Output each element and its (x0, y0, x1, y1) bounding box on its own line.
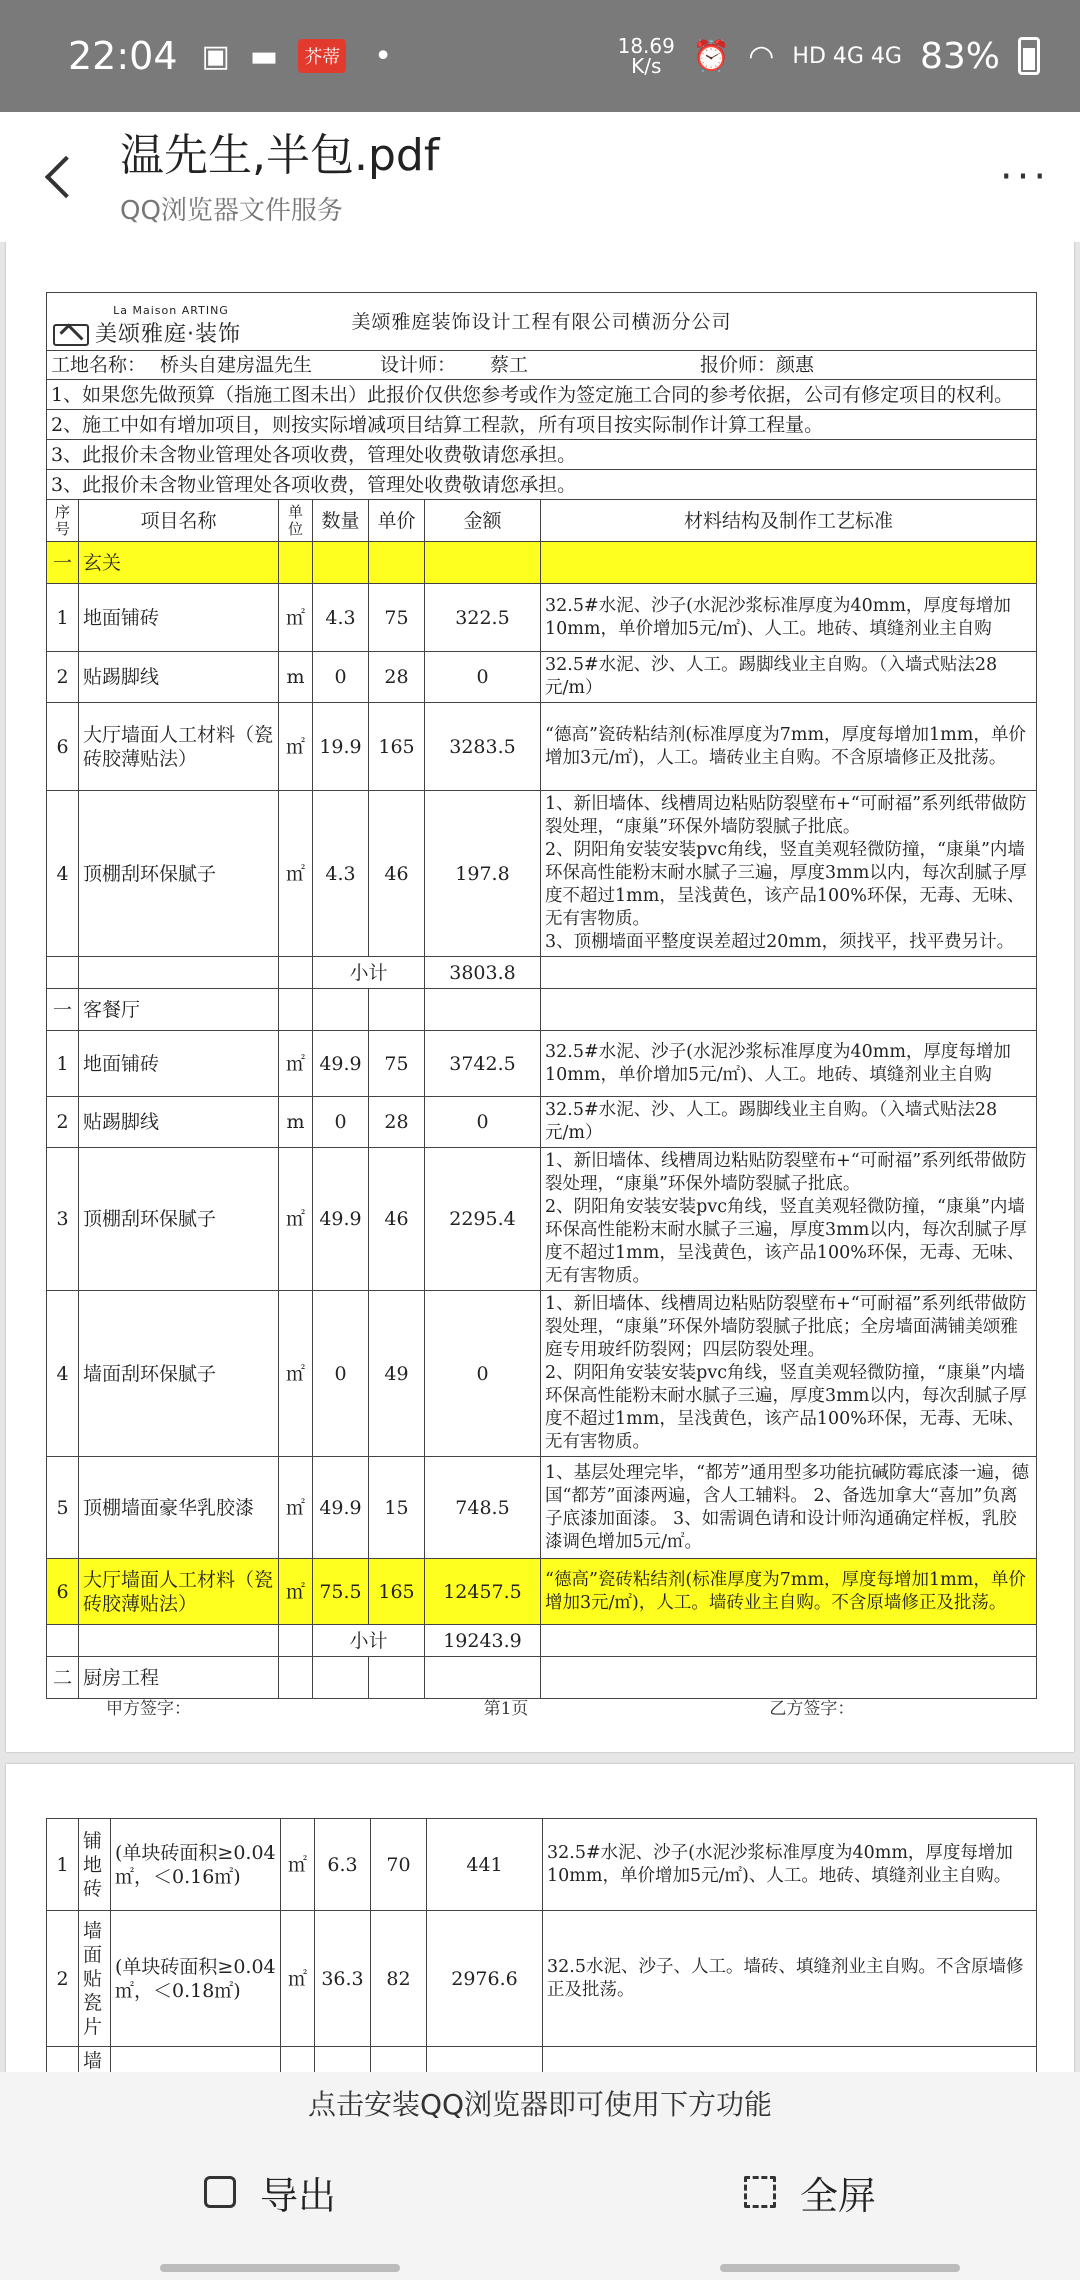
empty-cell (425, 542, 541, 584)
company-logo: La Maison ARTING 美颂雅庭·装饰 (53, 299, 243, 345)
quoter-name: 颜惠 (776, 354, 815, 376)
pdf-page-2 (6, 1764, 1074, 2072)
pdf-viewer[interactable] (0, 242, 1080, 2072)
empty-cell (279, 989, 313, 1031)
note-line: 3、此报价未含物业管理处各项收费，管理处收费敬请您承担。 (47, 470, 1037, 500)
item-amount: 748.5 (425, 1457, 541, 1559)
empty-cell (541, 542, 1037, 584)
row-number: 1 (47, 584, 79, 652)
item-price: 46 (369, 791, 425, 957)
dot-icon: • (374, 38, 392, 74)
table-row (47, 584, 1037, 652)
row-number: 2 (47, 1911, 79, 2047)
row-number: 5 (47, 1457, 79, 1559)
site-name: 桥头自建房温先生 (160, 354, 313, 376)
quote-table-page2 (46, 1818, 1037, 2072)
item-price: 49 (369, 1291, 425, 1457)
subtotal-row (47, 957, 1037, 989)
fullscreen-button[interactable]: 全屏 (540, 2165, 1080, 2220)
app-badge: 芥蒂 (298, 39, 346, 73)
item-unit: ㎡ (279, 1559, 313, 1625)
battery-icon (1018, 37, 1040, 75)
back-button[interactable] (0, 112, 120, 242)
install-hint: 点击安装QQ浏览器即可使用下方功能 (307, 2088, 773, 2121)
item-description: “德高”瓷砖粘结剂(标准厚度为7mm，厚度每增加1mm，单价增加3元/㎡)，人工。墙砖业主自购。不含原墙修正及批荡。 (541, 1559, 1037, 1625)
item-name: 墙面刮环保腻子 (79, 1291, 279, 1457)
item-name: 大厅墙面人工材料（瓷砖胶薄贴法） (79, 703, 279, 791)
item-quantity: 49.9 (313, 1457, 369, 1559)
item-price: 165 (369, 1559, 425, 1625)
company-header (47, 293, 1037, 351)
section-number: 一 (47, 989, 79, 1031)
project-info: 工地名称： 桥头自建房温先生 设计师： 蔡工 报价师：颜惠 (47, 351, 1037, 380)
table-row (47, 791, 1037, 957)
alarm-icon: ⏰ (692, 38, 731, 74)
item-description: 32.5#水泥、沙子(水泥沙浆标准厚度为40mm，厚度每增加10mm，单价增加5元/㎡)、人工。地砖、填缝剂业主自购 (541, 584, 1037, 652)
item-amount (427, 2047, 543, 2073)
note-line: 3、此报价未含物业管理处各项收费，管理处收费敬请您承担。 (47, 440, 1037, 470)
item-description: 32.5#水泥、沙、人工。踢脚线业主自购。（入墙式贴法28元/m） (541, 1097, 1037, 1148)
page-footer (46, 1694, 1036, 1719)
item-amount: 2976.6 (427, 1911, 543, 2047)
gallery-icon: ▣ (201, 38, 230, 74)
note-line: 2、施工中如有增加项目，则按实际增减项目结算工程款，所有项目按实际制作计算工程量。 (47, 410, 1037, 440)
item-amount: 12457.5 (425, 1559, 541, 1625)
item-spec: (单块砖面积≥0.04㎡，＜0.16㎡) (111, 1819, 281, 1911)
gesture-bar (160, 2264, 400, 2272)
item-quantity: 0 (313, 1097, 369, 1148)
row-number: 3 (47, 1148, 79, 1291)
item-unit: ㎡ (279, 1457, 313, 1559)
empty-cell (425, 989, 541, 1031)
item-unit: m (279, 1097, 313, 1148)
item-description (543, 2047, 1037, 2073)
item-description: 32.5水泥、沙子、人工。墙砖、填缝剂业主自购。不含原墙修正及批荡。 (543, 1911, 1037, 2047)
item-unit: ㎡ (279, 584, 313, 652)
export-icon (204, 2176, 236, 2208)
item-description: 1、新旧墙体、线槽周边粘贴防裂壁布+“可耐福”系列纸带做防裂处理，“康巢”环保外墙防裂腻子批底；全房墙面满铺美颂雅庭专用玻纤防裂网；四层防裂处理。 2、阴阳角安装安装pvc角线，竖直美观轻微防撞，“康巢”内墙环保高性能粉末耐水腻子三遍，厚度3mm以内，每次刮腻子厚度不超过1mm，呈浅黄色，该产品100%环保，无毒、无味、无有害物质。 (541, 1291, 1037, 1457)
table-row (47, 1819, 1037, 1911)
row-number: 6 (47, 1559, 79, 1625)
status-bar (0, 0, 1080, 112)
empty-cell (541, 989, 1037, 1031)
item-amount: 3283.5 (425, 703, 541, 791)
section-row: 二 厨房工程 (47, 1657, 1037, 1699)
message-icon: ▬ (249, 38, 279, 74)
item-quantity: 36.3 (315, 1911, 371, 2047)
item-unit: ㎡ (281, 1819, 315, 1911)
item-price: 46 (369, 1148, 425, 1291)
item-unit: ㎡ (279, 1291, 313, 1457)
section-number: 一 (47, 542, 79, 584)
item-amount: 3742.5 (425, 1031, 541, 1097)
empty-cell (79, 1625, 279, 1657)
title-block (120, 128, 970, 227)
item-unit: ㎡ (279, 1148, 313, 1291)
item-price: 28 (369, 1097, 425, 1148)
item-name: 地面铺砖 (79, 584, 279, 652)
item-amount: 0 (425, 652, 541, 703)
item-name: 顶棚刮环保腻子 (79, 791, 279, 957)
row-number: 6 (47, 703, 79, 791)
table-row (47, 1148, 1037, 1291)
note-line: 1、如果您先做预算（指施工图未出）此报价仅供您参考或作为签定施工合同的参考依据，公司有修定项目的权利。 (47, 380, 1037, 410)
item-price: 70 (371, 1819, 427, 1911)
item-price: 28 (369, 652, 425, 703)
empty-cell (369, 542, 425, 584)
item-price: 82 (371, 1911, 427, 2047)
item-name: 地面铺砖 (79, 1031, 279, 1097)
item-amount: 0 (425, 1097, 541, 1148)
table-row (47, 1457, 1037, 1559)
item-price: 15 (369, 1457, 425, 1559)
empty-cell (47, 1625, 79, 1657)
item-quantity: 0 (313, 652, 369, 703)
empty-cell (541, 957, 1037, 989)
empty-cell (279, 542, 313, 584)
item-price: 75 (369, 584, 425, 652)
gesture-bar (720, 2264, 960, 2272)
pdf-page-1 (6, 242, 1074, 1752)
item-name: 墙 (79, 2047, 111, 2073)
empty-cell (79, 957, 279, 989)
item-description: 1、新旧墙体、线槽周边粘贴防裂壁布+“可耐福”系列纸带做防裂处理，“康巢”环保外墙防裂腻子批底。 2、阴阳角安装安装pvc角线，竖直美观轻微防撞，“康巢”内墙环保高性能粉末耐水腻子三遍，厚度3mm以内，每次刮腻子厚度不超过1mm，呈浅黄色，该产品100%环保，无毒、无味、无有害物质。 (541, 1148, 1037, 1291)
item-name: 墙面贴瓷片 (79, 1911, 111, 2047)
table-row (47, 1031, 1037, 1097)
item-unit: ㎡ (279, 791, 313, 957)
item-unit: ㎡ (279, 703, 313, 791)
item-name: 大厅墙面人工材料（瓷砖胶薄贴法） (79, 1559, 279, 1625)
item-amount: 441 (427, 1819, 543, 1911)
status-time: 22:04 (68, 34, 178, 78)
empty-cell (279, 957, 313, 989)
table-row (47, 1097, 1037, 1148)
row-number: 4 (47, 791, 79, 957)
table-row (47, 1911, 1037, 2047)
item-description: 32.5#水泥、沙子(水泥沙浆标准厚度为40mm，厚度每增加10mm，单价增加5元/㎡)、人工。地砖、填缝剂业主自购。 (543, 1819, 1037, 1911)
export-button[interactable]: 导出 (0, 2165, 540, 2220)
item-quantity: 4.3 (313, 791, 369, 957)
item-price (371, 2047, 427, 2073)
item-quantity: 49.9 (313, 1148, 369, 1291)
action-bar (0, 2138, 1080, 2246)
item-spec (111, 2047, 281, 2073)
table-row (47, 2047, 1037, 2073)
item-quantity: 19.9 (313, 703, 369, 791)
quote-table (46, 292, 1037, 1699)
fullscreen-icon (744, 2176, 776, 2208)
subtotal-amount: 3803.8 (425, 957, 541, 989)
empty-cell (369, 989, 425, 1031)
item-quantity: 6.3 (315, 1819, 371, 1911)
party-b-sign: 乙方签字： (769, 1699, 855, 1719)
empty-cell (47, 957, 79, 989)
party-a-sign: 甲方签字： (106, 1699, 191, 1719)
item-quantity: 0 (313, 1291, 369, 1457)
file-title: 温先生,半包.pdf (120, 129, 440, 181)
wifi-icon: ◠ (748, 38, 775, 74)
section-name: 玄关 (79, 542, 279, 584)
designer-name: 蔡工 (490, 354, 529, 376)
row-number: 1 (47, 1031, 79, 1097)
empty-cell (313, 542, 369, 584)
section-name: 客餐厅 (79, 989, 279, 1031)
table-row (47, 703, 1037, 791)
row-number (47, 2047, 79, 2073)
item-price: 165 (369, 703, 425, 791)
item-quantity: 49.9 (313, 1031, 369, 1097)
section-row (47, 542, 1037, 584)
item-unit: ㎡ (279, 1031, 313, 1097)
item-amount: 0 (425, 1291, 541, 1457)
network-speed: 18.69 K/s (617, 34, 675, 78)
row-number: 1 (47, 1819, 79, 1911)
title-bar (0, 112, 1080, 242)
row-number: 2 (47, 1097, 79, 1148)
subtotal-label: 小计 (313, 957, 425, 989)
item-name: 顶棚墙面豪华乳胶漆 (79, 1457, 279, 1559)
item-amount: 2295.4 (425, 1148, 541, 1291)
column-header-row: 序号 项目名称 单位 数量 单价 金额 材料结构及制作工艺标准 (47, 500, 1037, 542)
battery-level: 83% (919, 35, 1000, 77)
empty-cell (279, 1625, 313, 1657)
item-name: 贴踢脚线 (79, 1097, 279, 1148)
row-number: 2 (47, 652, 79, 703)
network-type: HD 4G 4G (792, 43, 902, 69)
file-subtitle: QQ浏览器文件服务 (120, 195, 343, 226)
item-description: 1、新旧墙体、线槽周边粘贴防裂壁布+“可耐福”系列纸带做防裂处理，“康巢”环保外墙防裂腻子批底。 2、阴阳角安装安装pvc角线，竖直美观轻微防撞，“康巢”内墙环保高性能粉末耐水腻子三遍，厚度3mm以内，每次刮腻子厚度不超过1mm，呈浅黄色，该产品100%环保，无毒、无味、无有害物质。 3、顶棚墙面平整度误差超过20mm，须找平，找平费另计。 (541, 791, 1037, 957)
subtotal-label: 小计 (313, 1625, 425, 1657)
item-description: “德高”瓷砖粘结剂(标准厚度为7mm，厚度每增加1mm，单价增加3元/㎡)，人工。墙砖业主自购。不含原墙修正及批荡。 (541, 703, 1037, 791)
back-arrow-icon (45, 156, 87, 198)
item-name: 铺地砖 (79, 1819, 111, 1911)
bottom-bar (0, 2072, 1080, 2280)
more-menu-button[interactable]: ··· (999, 154, 1051, 200)
item-quantity: 75.5 (313, 1559, 369, 1625)
item-description: 32.5#水泥、沙、人工。踢脚线业主自购。（入墙式贴法28元/m） (541, 652, 1037, 703)
item-description: 32.5#水泥、沙子(水泥沙浆标准厚度为40mm，厚度每增加10mm，单价增加5元/㎡)、人工。地砖、填缝剂业主自购 (541, 1031, 1037, 1097)
item-name: 顶棚刮环保腻子 (79, 1148, 279, 1291)
empty-cell (313, 989, 369, 1031)
item-amount: 197.8 (425, 791, 541, 957)
row-number: 4 (47, 1291, 79, 1457)
page-number: 第1页 (483, 1699, 529, 1719)
subtotal-amount: 19243.9 (425, 1625, 541, 1657)
item-amount: 322.5 (425, 584, 541, 652)
table-row (47, 1559, 1037, 1625)
table-row (47, 652, 1037, 703)
item-name: 贴踢脚线 (79, 652, 279, 703)
section-row (47, 989, 1037, 1031)
item-unit: ㎡ (281, 1911, 315, 2047)
subtotal-row (47, 1625, 1037, 1657)
empty-cell (541, 1625, 1037, 1657)
item-spec: (单块砖面积≥0.04㎡，＜0.18㎡) (111, 1911, 281, 2047)
logo-mark-icon (53, 324, 89, 346)
item-price: 75 (369, 1031, 425, 1097)
item-unit: m (279, 652, 313, 703)
item-description: 1、基层处理完毕，“都芳”通用型多功能抗碱防霉底漆一遍，德国“都芳”面漆两遍，含人工辅料。 2、备选加拿大“喜加”负离子底漆加面漆。 3、如需调色请和设计师沟通确定样板，乳胶漆调色增加5元/㎡。 (541, 1457, 1037, 1559)
company-name: 美颂雅庭装饰设计工程有限公司横沥分公司 (351, 310, 732, 333)
item-quantity (315, 2047, 371, 2073)
item-quantity: 4.3 (313, 584, 369, 652)
table-row (47, 1291, 1037, 1457)
item-unit (281, 2047, 315, 2073)
